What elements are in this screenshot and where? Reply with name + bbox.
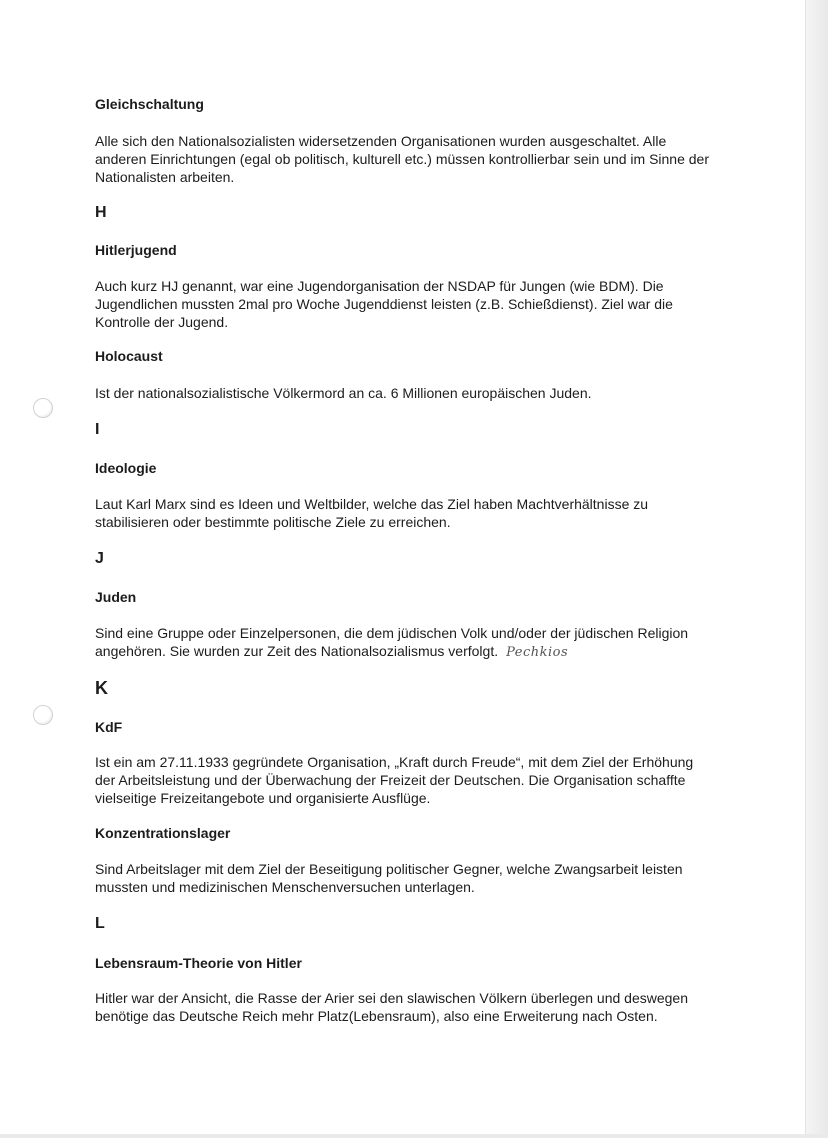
entry-title: Lebensraum-Theorie von Hitler	[95, 955, 302, 971]
entry-title: Gleichschaltung	[95, 96, 204, 112]
entry-ideologie-body	[95, 495, 715, 531]
entry-lebensraum	[95, 954, 715, 972]
entry-hitlerjugend	[95, 241, 715, 259]
punch-hole-lower	[33, 705, 53, 725]
handwritten-note: Pechkios	[506, 645, 569, 660]
entry-lebensraum-body	[95, 989, 715, 1025]
entry-konzentrationslager-body	[95, 860, 715, 896]
entry-juden	[95, 588, 715, 606]
section-letter: H	[95, 204, 107, 221]
punch-hole-upper	[33, 398, 53, 418]
entry-text: Alle sich den Nationalsozialisten widersetzenden Organisationen wurden ausgeschaltet. Alle anderen Einrichtungen (egal ob politisch, kulturell etc.) müssen kontrollierbar sein und im Sinne der Nationalisten arbeiten.	[95, 133, 709, 185]
section-letter: I	[95, 421, 100, 438]
section-letter-i	[95, 421, 715, 439]
page-bottom-edge	[0, 1134, 828, 1138]
page-edge	[805, 0, 828, 1138]
entry-title: Holocaust	[95, 348, 163, 364]
entry-text: Ist der nationalsozialistische Völkermord an ca. 6 Millionen europäischen Juden.	[95, 385, 592, 401]
section-letter: J	[95, 550, 104, 567]
entry-hitlerjugend-body	[95, 277, 715, 331]
entry-text: Hitler war der Ansicht, die Rasse der Arier sei den slawischen Völkern überlegen und deswegen benötige das Deutsche Reich mehr Platz(Lebensraum), also eine Erweiterung nach Osten.	[95, 990, 688, 1024]
entry-title: Juden	[95, 589, 137, 605]
entry-text: Auch kurz HJ genannt, war eine Jugendorganisation der NSDAP für Jungen (wie BDM). Die Jugendlichen mussten 2mal pro Woche Jugenddienst leisten (z.B. Schießdienst). Ziel war die Kontrolle der Jugend.	[95, 278, 673, 330]
entry-gleichschaltung	[95, 95, 715, 113]
entry-kdf-body	[95, 753, 715, 807]
entry-ideologie	[95, 459, 715, 477]
section-letter: K	[95, 678, 108, 698]
entry-text: Laut Karl Marx sind es Ideen und Weltbilder, welche das Ziel haben Machtverhältnisse zu stabilisieren oder bestimmte politische Ziele zu erreichen.	[95, 496, 649, 530]
entry-text: Sind eine Gruppe oder Einzelpersonen, die dem jüdischen Volk und/oder der jüdischen Religion angehören. Sie wurden zur Zeit des Nationalsozialismus verfolgt.	[95, 625, 689, 659]
entry-konzentrationslager	[95, 824, 715, 842]
section-letter-l	[95, 915, 715, 933]
entry-title: Konzentrationslager	[95, 825, 231, 841]
section-letter-h	[95, 204, 715, 222]
entry-holocaust-body	[95, 384, 715, 402]
entry-title: Ideologie	[95, 460, 157, 476]
section-letter: L	[95, 915, 105, 932]
entry-text: Ist ein am 27.11.1933 gegründete Organisation, „Kraft durch Freude“, mit dem Ziel der Erhöhung der Arbeitsleistung und der Überwachung der Freizeit der Deutschen. Die Organisation schaffte vielseitige Freizeitangebote und organisierte Ausflüge.	[95, 754, 694, 806]
entry-title: Hitlerjugend	[95, 242, 177, 258]
section-letter-k	[95, 679, 715, 697]
entry-holocaust	[95, 347, 715, 365]
entry-gleichschaltung-body	[95, 132, 715, 186]
entry-text: Sind Arbeitslager mit dem Ziel der Beseitigung politischer Gegner, welche Zwangsarbeit leisten mussten und medizinischen Menschenversuchen unterlagen.	[95, 861, 683, 895]
entry-kdf	[95, 718, 715, 736]
entry-juden-body	[95, 624, 715, 662]
entry-text-wrapper	[95, 624, 715, 662]
entry-title: KdF	[95, 719, 123, 735]
section-letter-j	[95, 550, 715, 568]
